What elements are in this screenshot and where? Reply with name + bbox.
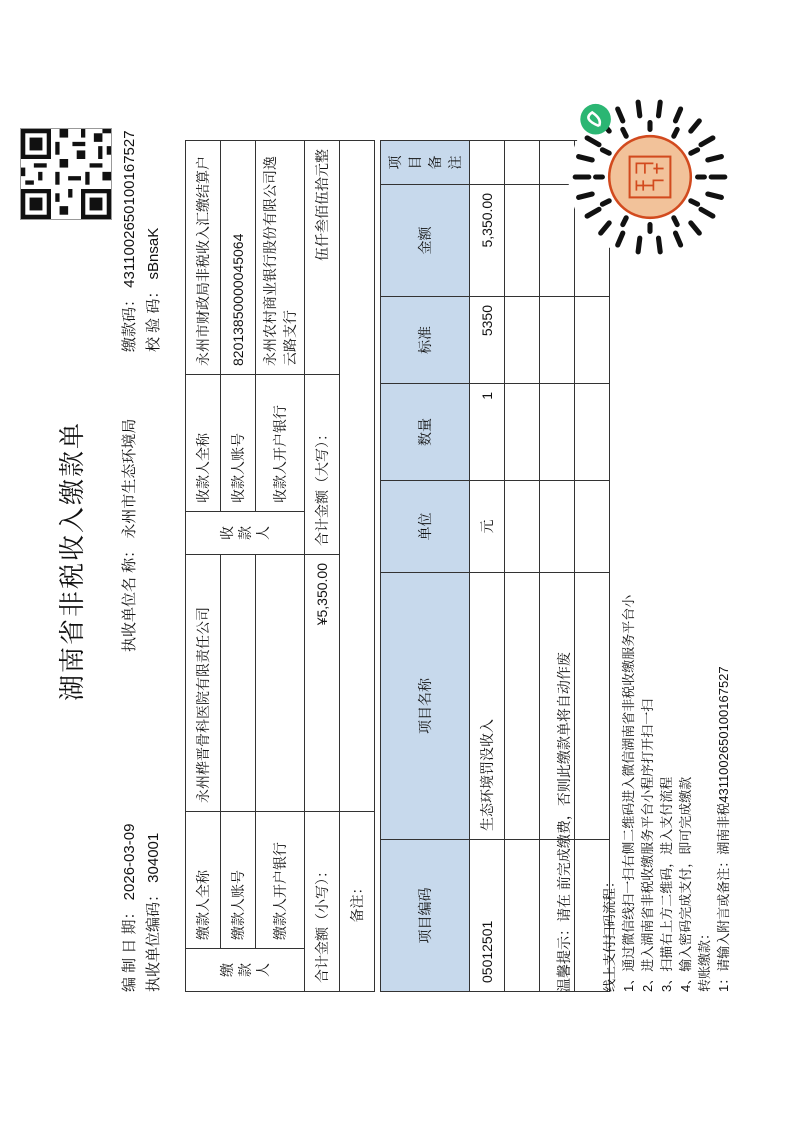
col-name: 项目名称 xyxy=(381,573,470,840)
payer-bank-label: 缴款人开户银行 xyxy=(256,812,305,949)
col-qty: 数量 xyxy=(381,384,470,481)
check-code-label: 校 验 码： xyxy=(145,283,162,352)
item-remark xyxy=(470,141,505,185)
online-title: 线上支付扫码流程： xyxy=(602,874,617,992)
col-amount: 金额 xyxy=(381,185,470,297)
step-4: 4、输入密码完成支付，即可完成缴款 xyxy=(678,776,693,992)
transfer-1: 1：请输入附言或备注：湖南非税4311002650100167527 xyxy=(716,666,731,992)
table-row xyxy=(505,141,540,992)
payer-name-label: 缴款人全称 xyxy=(186,812,221,949)
warm-tip: 温馨提示：请在 前完成缴费，否则此缴款单将自动作废 xyxy=(556,652,572,992)
total-small-label: 合计金额（小写）： xyxy=(305,812,340,992)
payer-name: 永州桦晋骨科医院有限责任公司 xyxy=(186,555,221,812)
unit-name-label: 执收单位名 称： xyxy=(121,542,138,652)
qr-code-icon xyxy=(20,128,112,220)
payer-account xyxy=(221,555,256,812)
item-code: 05012501 xyxy=(470,840,505,992)
total-big: 伍仟叁佰伍拾元整 xyxy=(305,141,340,375)
unit-name-row xyxy=(118,419,139,652)
instructions xyxy=(600,595,733,992)
item-name: 生态环境罚没收入 xyxy=(470,573,505,840)
payee-group-label: 收款人 xyxy=(186,512,305,555)
total-small: ¥5,350.00 xyxy=(305,555,340,812)
check-code-row xyxy=(142,228,163,352)
payment-table xyxy=(185,140,375,992)
check-code: sBnsaK xyxy=(145,227,162,280)
total-big-label: 合计金额（大写）： xyxy=(305,375,340,555)
col-unit: 单位 xyxy=(381,481,470,573)
mini-program-code-icon xyxy=(565,92,735,262)
payee-bank: 永州农村商业银行股份有限公司逸云路支行 xyxy=(256,141,305,375)
issue-date-row xyxy=(118,824,139,992)
unit-name: 永州市生态环境局 xyxy=(121,418,138,539)
payee-name-label: 收款人全称 xyxy=(186,375,221,512)
pay-code-label: 缴款码： xyxy=(121,291,138,352)
payer-account-label: 缴款人账号 xyxy=(221,812,256,949)
table-row xyxy=(470,141,505,992)
transfer-title: 转账缴款： xyxy=(697,926,712,992)
remark-label: 备注： xyxy=(340,812,375,992)
pay-code: 4311002650100167527 xyxy=(121,130,138,288)
col-remark: 项目备注 xyxy=(381,141,470,185)
item-std: 5350 xyxy=(470,297,505,384)
issue-date: 2026-03-09 xyxy=(121,823,138,901)
document-title: 湖南省非税收入缴款单 xyxy=(57,421,87,702)
items-table xyxy=(380,140,610,992)
col-code: 项目编码 xyxy=(381,840,470,992)
col-std: 标准 xyxy=(381,297,470,384)
unit-code-label: 执收单位编码： xyxy=(145,886,162,992)
step-1: 1、通过微信线扫一扫右侧二维码进入微信湖南省非税收缴服务平台小 xyxy=(621,594,636,992)
payer-bank xyxy=(256,555,305,812)
item-qty: 1 xyxy=(470,384,505,481)
payee-bank-label: 收款人开户银行 xyxy=(256,375,305,512)
items-header-row xyxy=(381,141,470,992)
payee-account: 82013850000045064 xyxy=(221,141,256,375)
unit-code: 304001 xyxy=(145,832,162,883)
payee-name: 永州市财政局非税收入汇缴结算户 xyxy=(186,141,221,375)
remark-value xyxy=(340,141,375,812)
item-amount: 5,350.00 xyxy=(470,185,505,297)
item-unit: 元 xyxy=(470,481,505,573)
payer-group-label: 缴款人 xyxy=(186,949,305,992)
payee-account-label: 收款人账号 xyxy=(221,375,256,512)
issue-date-label: 编 制 日 期： xyxy=(121,904,138,992)
unit-code-row xyxy=(142,833,163,992)
step-3: 3、扫描右上方二维码，进入支付流程 xyxy=(659,776,674,992)
step-2: 2、进入湖南省非税收缴服务平台小程序打开扫一扫 xyxy=(640,698,655,992)
pay-code-row xyxy=(118,130,139,352)
